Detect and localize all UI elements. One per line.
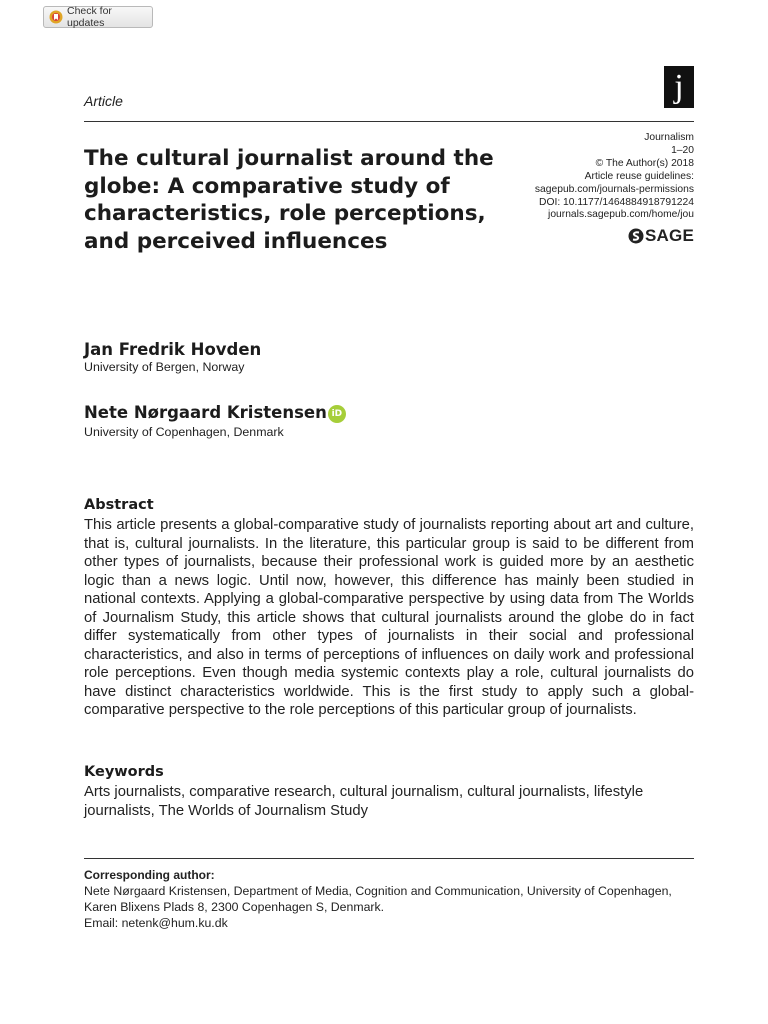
page-range: 1–20 <box>671 144 694 156</box>
author-affiliation: University of Bergen, Norway <box>84 360 245 374</box>
sage-swirl-icon <box>628 228 644 244</box>
abstract-heading: Abstract <box>84 497 154 513</box>
footnote-rule <box>84 858 694 859</box>
check-for-updates-button[interactable] <box>43 6 153 28</box>
journal-logo: j <box>664 66 694 108</box>
reuse-link[interactable]: sagepub.com/journals-permissions <box>534 183 694 195</box>
corresponding-heading: Corresponding author: <box>84 868 215 882</box>
corresponding-email[interactable]: Email: netenk@hum.ku.dk <box>84 915 228 930</box>
sage-logo <box>628 226 694 246</box>
crossmark-icon <box>49 10 63 24</box>
keywords-heading: Keywords <box>84 764 164 780</box>
corresponding-address: Nete Nørgaard Kristensen, Department of Media, Cognition and Communication, University of Copenhagen, Karen Blixens Plads 8, 2300 Copenhagen S, Denmark. <box>84 884 672 914</box>
header-rule <box>84 121 694 122</box>
publisher-name: SAGE <box>645 226 694 245</box>
orcid-icon[interactable]: iD <box>328 405 346 423</box>
reuse-label: Article reuse guidelines: <box>584 170 694 182</box>
article-type-label: Article <box>84 93 123 109</box>
author-name-text: Nete Nørgaard Kristensen <box>84 403 327 422</box>
copyright: © The Author(s) 2018 <box>595 157 694 169</box>
journal-name: Journalism <box>644 132 694 143</box>
corresponding-details <box>84 884 694 931</box>
doi-link[interactable]: DOI: 10.1177/1464884918791224 <box>539 196 694 208</box>
author-affiliation-2: University of Copenhagen, Denmark <box>84 425 284 439</box>
journal-meta <box>535 132 694 222</box>
keywords-text: Arts journalists, comparative research, cultural journalism, cultural journalists, lifestyle journalists, The Worlds of Journalism Study <box>84 784 644 819</box>
abstract-text: This article presents a global-comparative study of journalists reporting about art and culture, that is, cultural journalists. In the literature, this particular group is said to be different from other types of journalists, because their professional work is guided more by an aesthetic logic than a news logic. Until now, however, this difference has mainly been studied in national contexts. Applying a global-comparative perspective by using data from The Worlds of Journalism Study, this article shows that cultural journalists around the globe do in fact differ systematically from other types of journalists in their social and professional characteristics, and also in terms of perceptions of influences on daily work and professional role perceptions. Even though media systemic contexts play a role, cultural journalists do have distinct characteristics worldwide. This is the first study to apply such a global-comparative perspective to the role perceptions of this particular group of journalists. <box>84 517 694 719</box>
author-name-2 <box>84 403 346 423</box>
author-name: Jan Fredrik Hovden <box>84 340 262 359</box>
journal-link[interactable]: journals.sagepub.com/home/jou <box>548 209 694 221</box>
article-title: The cultural journalist around the globe: A comparative study of characteristics, role perceptions, and perceived influences <box>84 146 494 254</box>
check-for-updates-label: Check for updates <box>67 5 112 29</box>
